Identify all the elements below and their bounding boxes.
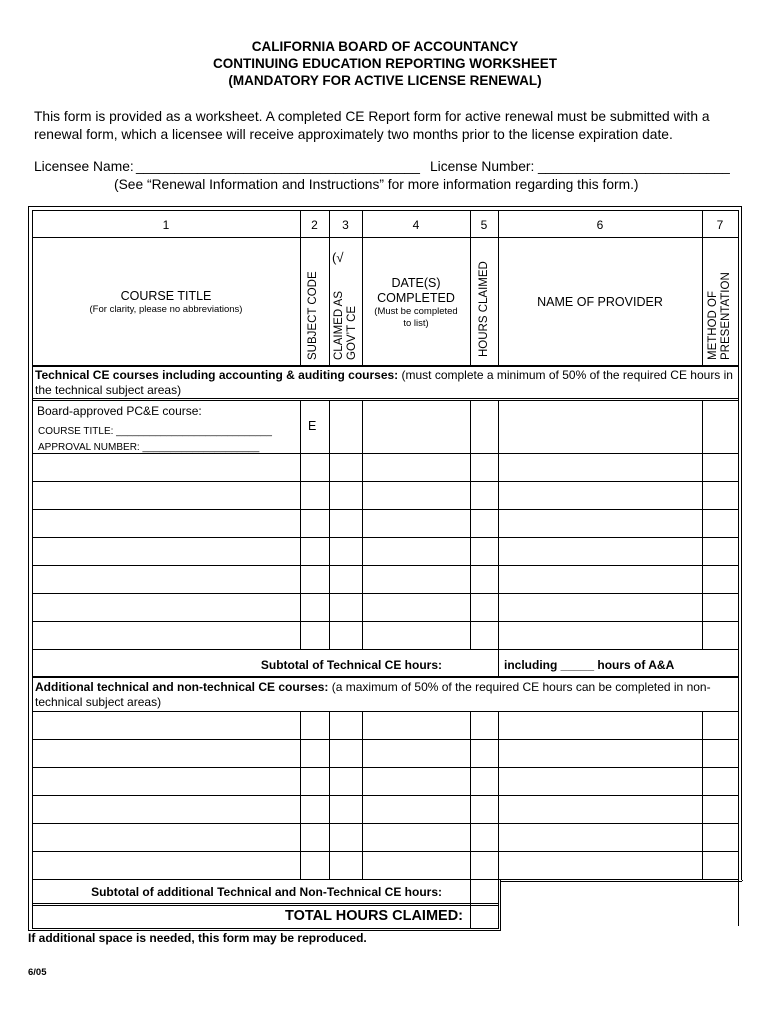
- form-date: 6/05: [28, 967, 47, 978]
- total-left-outer: [28, 879, 29, 931]
- inner-top-border: [32, 210, 738, 211]
- header-dates-note1: (Must be completed: [374, 306, 458, 317]
- col-line-1-1: [329, 400, 330, 649]
- row-line-12: [32, 711, 738, 712]
- license-number-field[interactable]: _________________________: [538, 159, 730, 174]
- additional-heading-rest: (a maximum of 50% of the required CE hours can be completed in non-technical subject areas): [35, 680, 711, 709]
- col-line-1-2: [329, 711, 330, 879]
- col-line-5-2: [702, 711, 703, 879]
- col-line-3-2: [470, 711, 471, 879]
- subtotal-tech-divider: [498, 649, 499, 677]
- inner-right-border: [738, 210, 739, 926]
- row-line-0: [32, 237, 738, 238]
- footer-note: If additional space is needed, this form may be reproduced.: [28, 931, 367, 945]
- col-line-2-2: [362, 711, 363, 879]
- license-number-label: License Number:: [430, 159, 535, 174]
- col-line-3-0: [470, 210, 471, 365]
- row-line-17: [32, 851, 738, 852]
- licensee-name-label: Licensee Name:: [34, 159, 134, 174]
- col-number-6: 6: [596, 218, 604, 232]
- row-line-thick-b: [32, 398, 738, 399]
- pce-approval-number-field[interactable]: APPROVAL NUMBER: _____________________: [38, 442, 260, 453]
- header-course-title-note: (For clarity, please no abbreviations): [89, 304, 243, 315]
- additional-subtotal-label: Subtotal of additional Technical and Non-Technical CE hours:: [91, 885, 442, 899]
- col-number-7: 7: [716, 218, 724, 232]
- header-dates-line2: COMPLETED: [377, 291, 455, 305]
- form-title-line2: CONTINUING EDUCATION REPORTING WORKSHEET: [213, 56, 557, 71]
- row-line-10: [32, 649, 738, 650]
- technical-subtotal-label: Subtotal of Technical CE hours:: [260, 658, 442, 672]
- row-line-7: [32, 565, 738, 566]
- col-number-3: 3: [342, 218, 349, 232]
- row-line-5: [32, 509, 738, 510]
- including-aa-hours-field[interactable]: including _____ hours of A&A: [504, 658, 675, 672]
- header-provider: NAME OF PROVIDER: [537, 295, 663, 309]
- col-number-1: 1: [162, 218, 170, 232]
- col-line-4-2: [498, 711, 499, 879]
- col-number-5: 5: [480, 218, 488, 232]
- col-line-4-1: [498, 400, 499, 649]
- form-title-line1: CALIFORNIA BOARD OF ACCOUNTANCY: [251, 39, 519, 54]
- outer-bottom-right: [500, 881, 742, 882]
- inner-bottom-right: [498, 879, 738, 880]
- pce-label: Board-approved PC&E course:: [37, 404, 202, 418]
- header-dates-line1: DATE(S): [391, 276, 441, 290]
- header-method-line1: METHOD OF: [707, 291, 719, 360]
- licensee-name-field[interactable]: _____________________________________: [136, 159, 420, 174]
- technical-heading-rest: (must complete a minimum of 50% of the required CE hours in the technical subject areas): [35, 368, 733, 397]
- col-number-2: 2: [311, 218, 318, 232]
- subtotal-add-right: [498, 879, 499, 929]
- intro-paragraph: This form is provided as a worksheet. A completed CE Report form for active renewal must be submitted with a renewal form, which a licensee will receive approximately two months prior to the license expiration date.: [34, 109, 710, 142]
- col-line-5-0: [702, 210, 703, 365]
- form-title-line3: (MANDATORY FOR ACTIVE LICENSE RENEWAL): [228, 73, 542, 88]
- additional-section-heading: [35, 680, 735, 710]
- row-line-thick-a: [32, 366, 738, 367]
- total-hours-label: TOTAL HOURS CLAIMED:: [284, 908, 463, 924]
- col-line-1-0: [329, 210, 330, 365]
- header-hours-claimed: HOURS CLAIMED: [478, 261, 490, 357]
- row-line-6: [32, 537, 738, 538]
- technical-heading-bold: Technical CE courses including accounting & auditing courses:: [35, 368, 399, 382]
- header-claimed-line1: CLAIMED AS: [333, 290, 345, 360]
- subtotal-add-left: [470, 879, 471, 929]
- col-line-4-0: [498, 210, 499, 365]
- col-line-0-2: [300, 711, 301, 879]
- total-top: [32, 905, 498, 906]
- row-line-8: [32, 593, 738, 594]
- row-line-3: [32, 453, 738, 454]
- row-line-16: [32, 823, 738, 824]
- pce-subject-code: E: [308, 419, 317, 433]
- col-line-0-1: [300, 400, 301, 649]
- row-line-11: [32, 677, 738, 678]
- col-line-0-0: [300, 210, 301, 365]
- pce-course-title-field[interactable]: COURSE TITLE: ____________________________: [38, 426, 272, 437]
- header-dates-note2: to list): [403, 318, 429, 329]
- header-subject-code: SUBJECT CODE: [307, 271, 319, 360]
- check-mark: (√: [332, 250, 344, 265]
- col-line-5-1: [702, 400, 703, 649]
- technical-section-heading: [35, 368, 735, 398]
- row-line-2: [32, 400, 738, 401]
- row-line-13: [32, 739, 738, 740]
- row-line-9: [32, 621, 738, 622]
- subtotal-add-bottom: [32, 903, 498, 904]
- row-line-thick-c: [32, 676, 738, 677]
- col-line-3-1: [470, 400, 471, 649]
- additional-heading-bold: Additional technical and non-technical CE courses:: [35, 680, 329, 694]
- see-instructions-note: (See “Renewal Information and Instructions” for more information regarding this form.): [114, 177, 639, 192]
- row-line-4: [32, 481, 738, 482]
- col-line-2-1: [362, 400, 363, 649]
- header-course-title: COURSE TITLE: [120, 289, 212, 303]
- col-number-4: 4: [412, 218, 420, 232]
- header-method-line2: PRESENTATION: [720, 272, 732, 360]
- inner-left-border: [32, 210, 33, 926]
- row-line-15: [32, 795, 738, 796]
- header-claimed-line2: GOV’T CE: [346, 305, 358, 360]
- outer-right-lower: [742, 880, 743, 881]
- row-line-14: [32, 767, 738, 768]
- total-right-outer: [500, 879, 501, 931]
- total-bottom: [32, 928, 498, 929]
